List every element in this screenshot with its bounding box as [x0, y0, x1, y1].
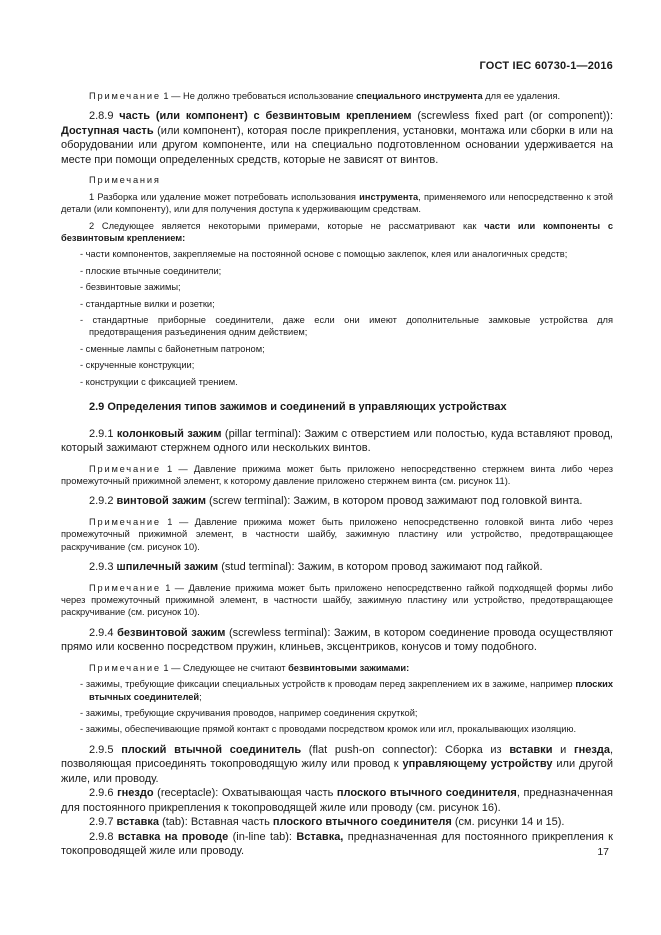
paragraph [61, 582, 613, 619]
paragraph [61, 314, 613, 339]
paragraph [61, 743, 613, 787]
bold-term: шпилечный зажим [116, 561, 219, 574]
text-run: или другой жиле, или проводу. [61, 758, 613, 785]
bold-term: части или компоненты с безвинтовым креплением: [61, 220, 613, 244]
text-run: (screwless terminal): Зажим, в котором соединение провода осуществляют прямо или косвенно посредством пружин, клиньев, эксцентриков, конусов и тому подобного. [61, 626, 614, 654]
bold-term: безвинтовыми зажимами: [288, 662, 410, 673]
text-run: 2.9.2 [89, 495, 117, 508]
bold-term: вставка [116, 816, 160, 829]
paragraph [61, 786, 613, 815]
text-run: предназначенная для постоянного прикрепления к токопроводящей жиле или проводу. [61, 830, 613, 858]
paragraph [61, 626, 613, 655]
text-run: (screw terminal): Зажим, в котором провод зажимают под головкой винта. [205, 495, 583, 508]
bold-term: специального инструмента [356, 91, 483, 101]
paragraph [61, 830, 613, 859]
text-run: - стандартные вилки и розетки; [80, 298, 215, 309]
paragraph [61, 109, 613, 167]
bold-term: Вставка, [296, 830, 344, 843]
bold-term: безвинтовой зажим [117, 626, 226, 639]
bold-term: 2.9 Определения типов зажимов и соединений в управляющих устройствах [89, 401, 507, 414]
bold-term: гнездо [117, 787, 154, 800]
text-run: 1 — Давление прижима может быть приложено непосредственно головкой винта либо через промежуточный прижимной элемент, в частности шайбу, зажимную пластину или устройство, предотвращающее раскручивание (см. рисунок 10). [61, 516, 613, 552]
paragraph [61, 427, 613, 456]
bold-term: часть (или компонент) с безвинтовым креплением [119, 110, 412, 123]
text-run: , позволяющая присоединять токопроводящую жилу или провод к [61, 743, 614, 771]
paragraph [61, 265, 613, 277]
text-run: (in-line tab): [228, 830, 297, 843]
paragraph [61, 678, 613, 703]
text-run: 1 — Давление прижима может быть приложено непосредственно гайкой подходящей формы либо через промежуточный прижимной элемент, в частности шайбу, зажимную пластину или устройство, предотвращающее раскручивание (см. рисунок 10). [61, 582, 613, 618]
text-run: (tab): Вставная часть [159, 816, 273, 829]
text-run: и [552, 743, 575, 756]
text-run: 1 Разборка или удаление может потребовать использования [89, 191, 360, 202]
note-label: Примечание [89, 662, 161, 673]
paragraph [61, 463, 613, 488]
text-run: (pillar terminal): Зажим с отверстием или полостью, куда вставляют провод, который зажимают стержнем одного или нескольких винтов. [61, 427, 613, 455]
text-run: (flat push-on connector): Сборка из [301, 743, 510, 756]
text-run: 1 — Следующее не считают [160, 662, 289, 673]
bold-term: Доступная часть [61, 124, 154, 137]
bold-term: инструмента [359, 191, 419, 202]
bold-term: колонковый зажим [116, 427, 222, 440]
paragraph [61, 343, 613, 355]
note-label: Примечание [89, 91, 161, 101]
paragraph [61, 560, 613, 575]
text-run: - конструкции с фиксацией трением. [80, 376, 238, 387]
text-run: 2.8.9 [89, 110, 120, 123]
bold-term: управляющему устройству [402, 758, 553, 771]
paragraph [61, 707, 613, 719]
text-run: 2.9.4 [89, 626, 118, 639]
text-run: - части компонентов, закрепляемые на постоянной основе с помощью заклепок, клея или аналогичных средств; [80, 249, 568, 260]
text-run: - зажимы, требующие скручивания проводов, например соединения скруткой; [80, 708, 418, 719]
text-run: 1 — Не должно требоваться использование [160, 91, 357, 101]
text-run: - зажимы, обеспечивающие прямой контакт с проводами посредством кромок или игл, прокалывающих изоляцию. [80, 724, 577, 735]
text-run: - стандартные приборные соединители, даже если они имеют дополнительные замковые устройства для предотвращения разъединения одним действием; [80, 315, 613, 338]
note-label: Примечание [89, 463, 161, 474]
paragraph [61, 723, 613, 735]
paragraph [61, 174, 613, 186]
text-run: 2.9.7 [89, 816, 117, 829]
bold-term: плоского втычного соединителя [336, 787, 517, 800]
paragraph [61, 359, 613, 371]
paragraph [61, 191, 613, 216]
note-label: Примечание [89, 582, 161, 593]
text-run: 2.9.6 [89, 787, 118, 800]
text-run: - скрученные конструкции; [80, 360, 195, 371]
bold-term: плоских втычных соединителей [89, 679, 613, 702]
paragraph [61, 516, 613, 553]
text-run: (screwless fixed part (or component)): [411, 110, 613, 123]
paragraph [61, 376, 613, 388]
paragraph [61, 248, 613, 260]
text-run: - зажимы, требующие фиксации специальных устройств к проводам перед закреплением их в зажиме, например [80, 679, 576, 690]
page-content [61, 86, 613, 859]
bold-term: винтовой зажим [116, 495, 206, 508]
text-run: для ее удаления. [482, 91, 561, 101]
text-run: 2.9.1 [89, 427, 117, 440]
text-run: , предназначенная для постоянного прикрепления к токопроводящей жиле или проводу (см. рисунок 16). [61, 787, 613, 814]
text-run: 2.9.3 [89, 561, 117, 574]
page-number: 17 [597, 846, 609, 858]
bold-term: плоского втычного соединителя [272, 816, 452, 829]
text-run: 2.9.8 [89, 830, 118, 843]
paragraph [61, 400, 613, 415]
paragraph [61, 90, 613, 102]
paragraph [61, 662, 613, 674]
paragraph [61, 281, 613, 293]
text-run: 2 Следующее является некоторыми примерами, которые не рассматривают как [89, 220, 485, 231]
text-run: (stud terminal): Зажим, в котором провод зажимают под гайкой. [218, 561, 543, 574]
note-label: Примечания [89, 175, 161, 186]
note-label: Примечание [89, 516, 161, 527]
bold-term: вставки [509, 743, 553, 756]
text-run: 1 — Давление прижима может быть приложено непосредственно стержнем винта либо через промежуточный прижимной элемент, к которому давление приложено стержнем винта (см. рисунок 11). [61, 463, 613, 486]
bold-term: вставка на проводе [117, 830, 229, 843]
paragraph [61, 220, 613, 245]
bold-term: гнезда [574, 743, 610, 756]
text-run: - безвинтовые зажимы; [80, 282, 181, 293]
bold-term: плоский втычной соединитель [121, 743, 302, 756]
paragraph [61, 494, 613, 509]
paragraph [61, 298, 613, 310]
text-run: (или компонент), которая после прикрепления, установки, монтажа или сборки в или на оборудовании или другом компоненте, или на специально подготовленном основании удерживается на месте при помощи определенных средств, которые не зависят от винтов. [61, 124, 614, 166]
text-run: , применяемого или непосредственно к этой детали (или компоненту), или для получения доступа к удерживающим средствам. [61, 191, 613, 215]
text-run: (см. рисунки 14 и 15). [451, 816, 565, 829]
text-run: (receptacle): Охватывающая часть [153, 787, 337, 800]
text-run: - сменные лампы с байонетным патроном; [80, 343, 265, 354]
text-run: 2.9.5 [89, 743, 122, 756]
text-run: ; [199, 691, 202, 702]
text-run: - плоские втычные соединители; [80, 265, 222, 276]
paragraph [61, 815, 613, 830]
standard-header: ГОСТ IEC 60730-1—2016 [479, 60, 613, 72]
